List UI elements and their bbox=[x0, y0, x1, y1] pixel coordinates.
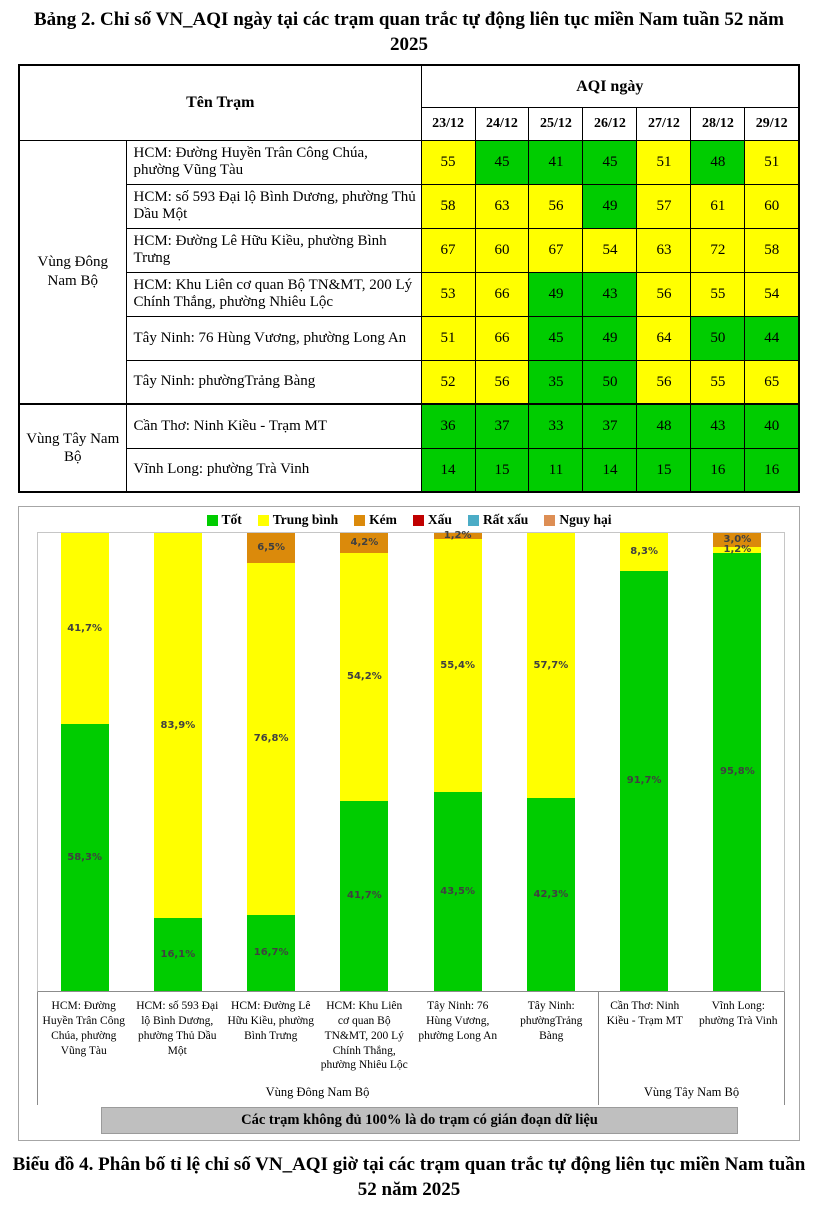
segment-value-label: 6,5% bbox=[257, 542, 285, 554]
legend-label: Tốt bbox=[221, 512, 242, 528]
station-name-cell: Vĩnh Long: phường Trà Vinh bbox=[126, 448, 421, 492]
aqi-value-cell: 66 bbox=[475, 272, 529, 316]
date-header-cell: 27/12 bbox=[637, 107, 691, 140]
aqi-value-cell: 61 bbox=[691, 184, 745, 228]
station-name-cell: Tây Ninh: 76 Hùng Vương, phường Long An bbox=[126, 316, 421, 360]
legend-swatch-icon bbox=[258, 515, 269, 526]
aqi-value-cell: 52 bbox=[421, 360, 475, 404]
stacked-bar bbox=[154, 533, 202, 991]
table-row bbox=[19, 404, 799, 448]
legend-item bbox=[258, 512, 338, 528]
segment-value-label: 16,1% bbox=[160, 948, 196, 960]
bar-segment-Kém bbox=[247, 533, 295, 563]
bar-segment-Tốt bbox=[434, 792, 482, 991]
bar-segment-Tốt bbox=[247, 915, 295, 991]
station-name-cell: HCM: Đường Lê Hữu Kiều, phường Bình Trưng bbox=[126, 228, 421, 272]
aqi-table-wrapper bbox=[18, 64, 800, 493]
station-name-cell: Tây Ninh: phườngTrảng Bàng bbox=[126, 360, 421, 404]
bar-segment-Trung bình bbox=[527, 533, 575, 797]
date-header-cell: 26/12 bbox=[583, 107, 637, 140]
aqi-value-cell: 11 bbox=[529, 448, 583, 492]
header-row-top bbox=[19, 65, 799, 107]
bar-segment-Tốt bbox=[713, 553, 761, 992]
segment-value-label: 8,3% bbox=[630, 546, 658, 558]
aqi-value-cell: 16 bbox=[691, 448, 745, 492]
legend-item bbox=[468, 512, 528, 528]
segment-value-label: 54,2% bbox=[347, 670, 382, 682]
aqi-value-cell: 56 bbox=[637, 360, 691, 404]
category-label: HCM: Đường Huyền Trân Công Chúa, phường Vũng Tàu bbox=[42, 1000, 125, 1057]
category-label: Vĩnh Long: phường Trà Vinh bbox=[698, 1000, 778, 1028]
aqi-value-cell: 16 bbox=[745, 448, 799, 492]
table-row bbox=[19, 228, 799, 272]
station-name-cell: HCM: Đường Huyền Trân Công Chúa, phường Vũng Tàu bbox=[126, 140, 421, 184]
bar-slot bbox=[225, 533, 318, 991]
aqi-value-cell: 45 bbox=[583, 140, 637, 184]
date-header-cell: 25/12 bbox=[529, 107, 583, 140]
aqi-value-cell: 51 bbox=[745, 140, 799, 184]
category-label: HCM: Khu Liên cơ quan Bộ TN&MT, 200 Lý Chính Thắng, phường Nhiêu Lộc bbox=[320, 1000, 408, 1072]
date-header-cell: 28/12 bbox=[691, 107, 745, 140]
aqi-value-cell: 54 bbox=[745, 272, 799, 316]
segment-value-label: 55,4% bbox=[440, 659, 475, 671]
legend-item bbox=[207, 512, 242, 528]
aqi-distribution-chart bbox=[18, 506, 800, 1141]
aqi-day-header-cell: AQI ngày bbox=[421, 65, 799, 107]
aqi-value-cell: 51 bbox=[637, 140, 691, 184]
bar-segment-Trung bình bbox=[61, 533, 109, 724]
station-name-cell: HCM: Khu Liên cơ quan Bộ TN&MT, 200 Lý Chính Thắng, phường Nhiêu Lộc bbox=[126, 272, 421, 316]
aqi-value-cell: 49 bbox=[583, 316, 637, 360]
aqi-value-cell: 63 bbox=[475, 184, 529, 228]
segment-value-label: 1,2% bbox=[723, 543, 752, 555]
legend-swatch-icon bbox=[413, 515, 424, 526]
date-header-cell: 29/12 bbox=[745, 107, 799, 140]
aqi-value-cell: 37 bbox=[475, 404, 529, 448]
segment-value-label: 4,2% bbox=[350, 536, 379, 548]
category-label: Cần Thơ: Ninh Kiều - Trạm MT bbox=[606, 1000, 683, 1028]
aqi-value-cell: 43 bbox=[691, 404, 745, 448]
aqi-value-cell: 58 bbox=[421, 184, 475, 228]
aqi-value-cell: 49 bbox=[583, 184, 637, 228]
aqi-value-cell: 64 bbox=[637, 316, 691, 360]
aqi-value-cell: 45 bbox=[529, 316, 583, 360]
aqi-value-cell: 67 bbox=[529, 228, 583, 272]
chart-note: Các trạm không đủ 100% là do trạm có gián đoạn dữ liệu bbox=[101, 1107, 738, 1134]
stacked-bar bbox=[527, 533, 575, 991]
table-row bbox=[19, 448, 799, 492]
legend-label: Rất xấu bbox=[482, 512, 529, 528]
region-group-label: Vùng Đông Nam Bộ bbox=[265, 1085, 370, 1100]
stacked-bar bbox=[340, 533, 388, 991]
segment-value-label: 95,8% bbox=[720, 766, 755, 777]
aqi-value-cell: 36 bbox=[421, 404, 475, 448]
segment-value-label: 43,5% bbox=[440, 885, 475, 897]
legend-item bbox=[413, 512, 452, 528]
bar-segment-Trung bình bbox=[340, 553, 388, 801]
stacked-bar bbox=[247, 533, 295, 991]
aqi-value-cell: 50 bbox=[691, 316, 745, 360]
category-axis-labels bbox=[37, 996, 785, 1073]
bar-slot bbox=[318, 533, 411, 991]
bar-segment-Trung bình bbox=[247, 563, 295, 915]
date-header-cell: 23/12 bbox=[421, 107, 475, 140]
bar-slot bbox=[411, 530, 504, 991]
bar-segment-Tốt bbox=[61, 724, 109, 991]
aqi-value-cell: 41 bbox=[529, 140, 583, 184]
aqi-value-cell: 35 bbox=[529, 360, 583, 404]
bar-segment-Tốt bbox=[620, 571, 668, 991]
stacked-bar bbox=[61, 533, 109, 991]
bar-slot bbox=[504, 533, 597, 991]
aqi-value-cell: 56 bbox=[637, 272, 691, 316]
bar-slot bbox=[598, 533, 691, 991]
aqi-value-cell: 14 bbox=[421, 448, 475, 492]
axis-separator-groups bbox=[598, 992, 599, 1105]
aqi-value-cell: 55 bbox=[691, 272, 745, 316]
table-row bbox=[19, 140, 799, 184]
legend-swatch-icon bbox=[207, 515, 218, 526]
aqi-value-cell: 49 bbox=[529, 272, 583, 316]
legend-swatch-icon bbox=[544, 515, 555, 526]
legend-label: Xấu bbox=[427, 512, 452, 528]
axis-separator-left bbox=[37, 992, 38, 1105]
segment-value-label: 1,2% bbox=[443, 530, 472, 542]
region-group-labels bbox=[37, 1085, 785, 1100]
aqi-value-cell: 60 bbox=[475, 228, 529, 272]
aqi-value-cell: 51 bbox=[421, 316, 475, 360]
category-label: Tây Ninh: 76 Hùng Vương, phường Long An bbox=[418, 1000, 498, 1042]
aqi-table bbox=[18, 64, 800, 493]
segment-value-label: 76,8% bbox=[253, 733, 289, 745]
segment-value-label: 57,7% bbox=[533, 659, 569, 671]
bar-segment-Trung bình bbox=[154, 533, 202, 917]
segment-value-label: 41,7% bbox=[67, 622, 102, 634]
aqi-value-cell: 58 bbox=[745, 228, 799, 272]
date-header-cell: 24/12 bbox=[475, 107, 529, 140]
bar-slot bbox=[38, 533, 131, 991]
legend-label: Nguy hại bbox=[559, 512, 612, 528]
region-group-label: Vùng Tây Nam Bộ bbox=[643, 1085, 740, 1100]
aqi-value-cell: 45 bbox=[475, 140, 529, 184]
region-cell: Vùng Đông Nam Bộ bbox=[19, 140, 126, 404]
stacked-bar bbox=[620, 533, 668, 991]
table-row bbox=[19, 360, 799, 404]
aqi-value-cell: 65 bbox=[745, 360, 799, 404]
segment-value-label: 3,0% bbox=[723, 534, 752, 546]
aqi-value-cell: 15 bbox=[637, 448, 691, 492]
aqi-value-cell: 43 bbox=[583, 272, 637, 316]
segment-value-label: 91,7% bbox=[626, 775, 662, 787]
aqi-value-cell: 60 bbox=[745, 184, 799, 228]
legend-label: Trung bình bbox=[272, 512, 339, 528]
aqi-value-cell: 53 bbox=[421, 272, 475, 316]
aqi-value-cell: 33 bbox=[529, 404, 583, 448]
table-title: Bảng 2. Chỉ số VN_AQI ngày tại các trạm quan trắc tự động liên tục miền Nam tuần 52 năm 2025 bbox=[34, 9, 784, 55]
legend-swatch-icon bbox=[468, 515, 479, 526]
bar-segment-Trung bình bbox=[434, 539, 482, 792]
aqi-value-cell: 56 bbox=[529, 184, 583, 228]
aqi-value-cell: 57 bbox=[637, 184, 691, 228]
chart-plot-area bbox=[37, 532, 785, 992]
aqi-value-cell: 50 bbox=[583, 360, 637, 404]
bar-segment-Tốt bbox=[154, 918, 202, 992]
aqi-value-cell: 72 bbox=[691, 228, 745, 272]
bar-segment-Trung bình bbox=[620, 533, 668, 571]
aqi-value-cell: 54 bbox=[583, 228, 637, 272]
station-header-cell: Tên Trạm bbox=[19, 65, 421, 140]
aqi-value-cell: 55 bbox=[691, 360, 745, 404]
chart-legend bbox=[19, 512, 799, 528]
legend-item bbox=[354, 512, 397, 528]
aqi-value-cell: 15 bbox=[475, 448, 529, 492]
segment-value-label: 42,3% bbox=[533, 888, 569, 900]
bar-segment-Tốt bbox=[340, 801, 388, 992]
category-label: HCM: Đường Lê Hữu Kiều, phường Bình Trưng bbox=[227, 1000, 315, 1042]
station-name-cell: HCM: số 593 Đại lộ Bình Dương, phường Thủ Dầu Một bbox=[126, 184, 421, 228]
aqi-value-cell: 48 bbox=[637, 404, 691, 448]
table-row bbox=[19, 272, 799, 316]
stacked-bar bbox=[713, 533, 761, 991]
bar-slot bbox=[691, 533, 784, 991]
stacked-bar bbox=[434, 530, 482, 991]
aqi-value-cell: 67 bbox=[421, 228, 475, 272]
bar-segment-Tốt bbox=[527, 798, 575, 992]
segment-value-label: 83,9% bbox=[160, 719, 196, 731]
table-row bbox=[19, 316, 799, 360]
table-row bbox=[19, 184, 799, 228]
legend-label: Kém bbox=[369, 512, 397, 528]
segment-value-label: 16,7% bbox=[253, 947, 289, 959]
aqi-value-cell: 44 bbox=[745, 316, 799, 360]
aqi-value-cell: 14 bbox=[583, 448, 637, 492]
category-label: HCM: số 593 Đại lộ Bình Dương, phường Thủ Dầu Một bbox=[136, 1000, 219, 1057]
axis-separator-right bbox=[784, 992, 785, 1105]
aqi-value-cell: 55 bbox=[421, 140, 475, 184]
aqi-value-cell: 48 bbox=[691, 140, 745, 184]
legend-item bbox=[544, 512, 611, 528]
aqi-value-cell: 56 bbox=[475, 360, 529, 404]
legend-swatch-icon bbox=[354, 515, 365, 526]
category-label: Tây Ninh: phườngTrảng Bàng bbox=[520, 1000, 583, 1042]
bar-slot bbox=[131, 533, 224, 991]
station-name-cell: Cần Thơ: Ninh Kiều - Trạm MT bbox=[126, 404, 421, 448]
aqi-value-cell: 63 bbox=[637, 228, 691, 272]
segment-value-label: 58,3% bbox=[67, 851, 102, 863]
bar-segment-Kém bbox=[340, 533, 388, 552]
segment-value-label: 41,7% bbox=[347, 889, 382, 901]
aqi-value-cell: 40 bbox=[745, 404, 799, 448]
chart-caption: Biểu đồ 4. Phân bố tỉ lệ chỉ số VN_AQI giờ tại các trạm quan trắc tự động liên tục miền Nam tuần 52 năm 2025 bbox=[12, 1154, 806, 1201]
aqi-value-cell: 37 bbox=[583, 404, 637, 448]
region-cell: Vùng Tây Nam Bộ bbox=[19, 404, 126, 492]
aqi-value-cell: 66 bbox=[475, 316, 529, 360]
